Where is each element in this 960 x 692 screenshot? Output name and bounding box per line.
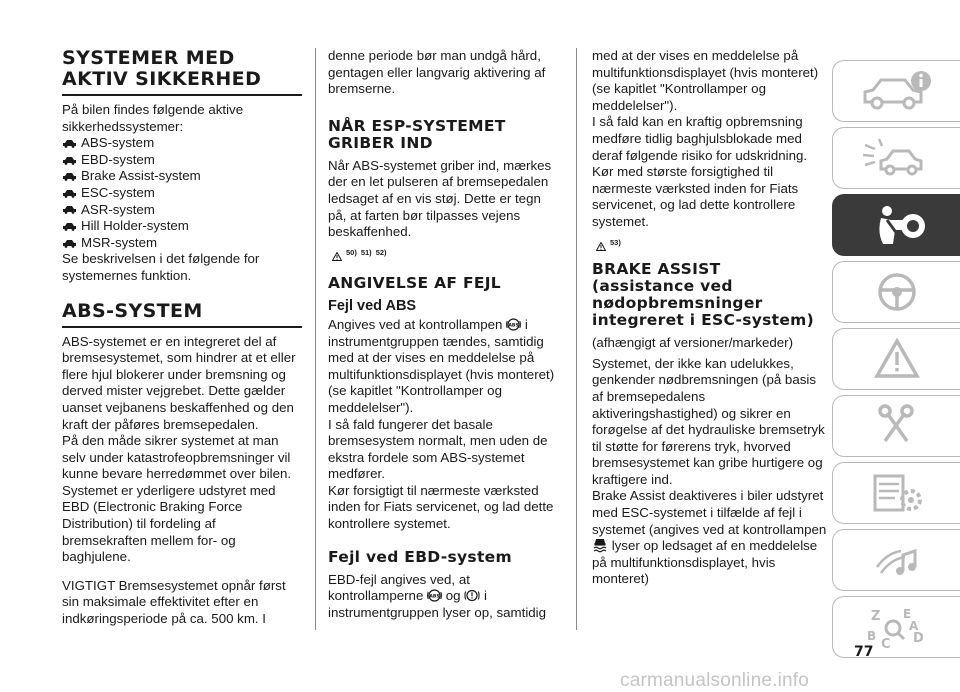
list-item [62,135,304,152]
svg-text:D: D [912,631,924,646]
car-bullet-icon [62,156,77,165]
list-item [62,218,304,235]
esp-paragraph: Når ABS-systemet griber ind, mærkes der en let pulseren af bremsepedalen ledsaget af en vis støj. Dette er tegn på, at farten bør tilpasses vejens beskaffenhed. [328,157,552,240]
abs-fault-paragraph-2: I så fald fungerer det basale bremsesystem normalt, men uden de ekstra fordele som ABS-systemet medfører. [328,416,548,482]
svg-text:ABS: ABS [429,594,440,600]
abs-fault-paragraph-1 [328,317,558,417]
title-line-1: SYSTEMER MED [62,47,235,69]
car-info-icon [857,68,937,114]
list-item-label: EBD-system [81,151,155,167]
car-bullet-icon [62,205,77,214]
abs-paragraph-3: Systemet er yderligere udstyret med EBD (Electronic Braking Force Distribution) til fordeling af bremsekraften mellem for- og baghjulene. [62,482,276,565]
column-2 [328,48,558,621]
abs-paragraph-1: ABS-systemet er en integreret del af bremsesystemet, som hindrer at et eller flere hjul blokerer under bremsning og derved mister vejgrebet. Dette gælder uanset vejbanens beskaffenhed og den kraft der påføres bremsepedalen. [62,333,296,432]
abs-paragraph-2: På den måde sikrer systemet at man selv under katastrofeopbremsninger vil kunne bevare herredømmet over bilen. [62,433,292,482]
warning-triangle-icon [596,242,606,251]
airbag-seatbelt-icon [857,202,937,248]
esp-heading-line-2: GRIBER IND [328,133,433,152]
ebd-text-og: og [445,588,461,604]
list-item [62,152,304,169]
title-rule [62,94,302,96]
car-bullet-icon [62,139,77,148]
column-divider [315,48,316,630]
list-item [62,185,304,202]
brake-warning-light-icon [464,588,480,603]
settings-list-icon [857,470,937,516]
tab-index[interactable] [832,596,960,658]
title-line-2: AKTIV SIKKERHED [62,68,262,90]
ba-heading-line-4: integreret i ESC-system) [592,311,815,330]
abs-fault-text-b: i instrumentgruppen tændes, samtidig med at der vises en meddelelse på multifunktionsdisplayet (hvis monteret) (se kapitlet "Kontrollamper og meddelelser"). [328,316,555,415]
list-item-label: Hill Holder-system [81,218,189,234]
svg-text:ABS: ABS [508,323,519,329]
paragraph-3: Kør med største forsigtighed til nærmeste værksted inden for Fiats servicenet, og lad dette kontrollere systemet. [592,164,799,229]
reference-number[interactable]: 53) [610,237,621,247]
tab-driving[interactable] [832,261,960,323]
car-bullet-icon [62,189,77,198]
warning-triangle-icon [332,252,342,261]
ebd-text-b: i instrumentgruppen lyser op, samtidig [328,588,547,620]
reference-number[interactable]: 50) [346,247,357,257]
chapter-tabs [832,60,960,663]
tools-icon [857,403,937,449]
esp-heading [328,118,558,152]
tab-maintenance[interactable] [832,395,960,457]
brake-assist-heading [592,261,830,329]
list-item [62,202,304,219]
esc-warning-light-icon [592,538,608,553]
ba-heading-line-2: (assistance ved [592,277,733,296]
list-item-label: ASR-system [81,201,155,217]
abs-warning-light-icon [506,317,521,332]
list-item [62,235,304,252]
abs-warning-light-icon [427,588,442,603]
tab-car-info[interactable] [832,60,960,122]
fault-heading: ANGIVELSE AF FEJL [328,274,501,293]
media-music-icon [857,537,937,583]
brake-assist-paragraph-1: Systemet, der ikke kan udelukkes, genkender nødbremsningen (på basis af bremsepedalens aktiveringshastighed) og sikrer en forøgelse af det hydrauliske bremsetryk til støtte for førerens tryk, hvorved bremsesystemet kan gribe hurtigere og kraftigere ind. [592,355,825,487]
abs-heading: ABS-SYSTEM [62,299,203,322]
svg-text:B: B [866,629,876,643]
steering-wheel-icon [857,269,937,315]
ba-text-a: Brake Assist deaktiveres i biler udstyret med ESC-systemet i tilfælde af fejl i systemet (angives ved at kontrollampen [592,488,827,537]
outro-text: Se beskrivelsen i det følgende for systemernes funktion. [62,251,260,283]
reference-number[interactable]: 51) [360,247,372,257]
warning-references [596,235,830,252]
brake-assist-paragraph-2 [592,488,830,588]
ebd-heading: Fejl ved EBD-system [328,547,512,566]
tab-technical-data[interactable] [832,462,960,524]
esp-heading-line-1: NÅR ESP-SYSTEMET [328,116,506,135]
brake-assist-versions: (afhængigt af versioner/markeder) [592,335,794,351]
tab-emergency[interactable] [832,328,960,390]
ba-text-b: lyser op ledsaget af en meddelelse på multifunktionsdisplayet, hvis monteret) [592,538,818,587]
abs-fault-text-a: Angives ved at kontrollampen [328,316,503,332]
intro-text: På bilen findes følgende aktive sikkerhedssystemer: [62,102,244,134]
tab-multimedia[interactable] [832,529,960,591]
list-item-label: ABS-system [81,135,155,151]
svg-text:E: E [902,607,911,621]
list-item [62,168,304,185]
paragraph-2: I så fald kan en kraftig opbremsning medføre tidlig baghjulsblokade med deraf følgende risiko for udskridning. [592,114,808,163]
column-1 [62,48,304,628]
systems-list [62,135,304,251]
list-item-label: Brake Assist-system [81,168,201,184]
abs-fault-paragraph-3: Kør forsigtigt til nærmeste værksted inden for Fiats servicenet, og lad dette kontrollere systemet. [328,482,554,532]
continued-paragraph: denne periode bør man undgå hård, gentagen eller langvarig aktivering af bremserne. [328,48,546,97]
svg-text:C: C [880,637,891,650]
list-item-label: ESC-system [81,184,155,200]
car-bullet-icon [62,239,77,248]
column-divider [576,48,577,630]
ba-heading-line-1: BRAKE ASSIST [592,260,721,279]
list-item-label: MSR-system [81,234,158,250]
warning-references [332,245,558,262]
abs-rule [62,326,302,328]
car-bullet-icon [62,172,77,181]
column-3 [592,48,830,588]
abs-fault-subheading: Fejl ved ABS [328,298,417,315]
reference-number[interactable]: 52) [375,247,387,257]
page-number: 77 [854,644,874,660]
car-bullet-icon [62,222,77,231]
tab-lights[interactable] [832,127,960,189]
headlight-icon [857,135,937,181]
svg-text:Z: Z [870,609,880,624]
watermark: carmanualsonline.info [620,670,810,691]
ba-heading-line-3: nødopbremsninger [592,294,763,313]
ebd-paragraph [328,572,558,622]
abs-important-note: VIGTIGT Bremsesystemet opnår først sin maksimale effektivitet efter en indkøringsperiode på ca. 500 km. I [62,577,286,627]
tab-safety[interactable] [832,194,960,256]
warning-triangle-icon [857,336,937,382]
svg-text:A: A [908,619,918,633]
page-title [62,48,304,90]
ebd-text-a: EBD-fejl angives ved, at kontrollamperne [328,571,470,604]
continued-paragraph: med at der vises en meddelelse på multifunktionsdisplayet (hvis monteret) (se kapitlet "Kontrollamper og meddelelser"). [592,48,819,113]
